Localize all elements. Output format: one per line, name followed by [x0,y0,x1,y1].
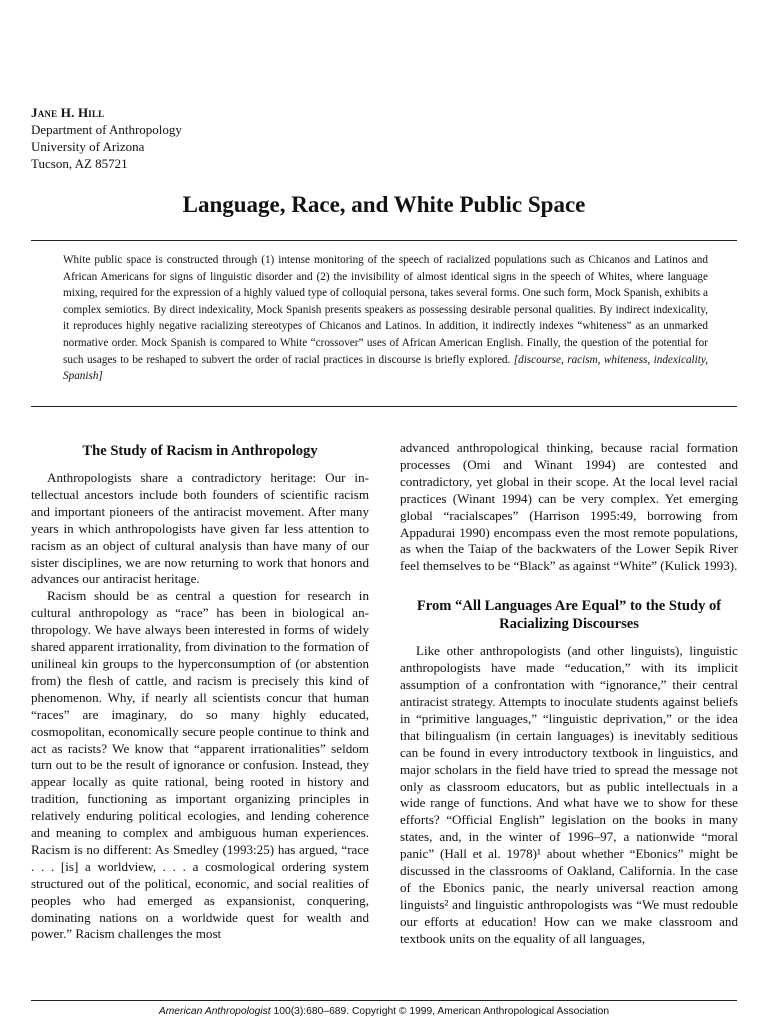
affiliation-address: Tucson, AZ 85721 [31,156,128,171]
section-heading-racism: The Study of Racism in Anthropology [82,443,318,459]
body-paragraph: Anthropologists share a contradictory heritage: Our intellectual ancestors include both founders of scientific racism and important pioneers of the antiracist movement. After many years in which anthropologists have given far less attention to racism as an object of cultural analysis than have many of our sister disciplines, we are now returning to work that honors and advances our antiracist heritage. [31,470,369,587]
author-block [31,104,182,172]
affiliation-university: University of Arizona [31,139,145,154]
abstract-bottom-rule [31,406,737,407]
footer-rule [31,1000,737,1001]
right-column [400,440,738,948]
body-paragraph: Like other anthropologists (and other linguists), linguistic anthropologists have made “education,” with its implicit assumption of a confrontation with “ignorance,” their central antiracist strategy. Attempts to inoculate students against beliefs in “primitive languages,” “linguistic deprivation,” or the idea that bilingualism (in certain languages) is inevitably seditious can be found in every introductory textbook in linguistics, and major scholars in the field have tried to spread the message not only as classroom educators, but as public intellectuals in a wide range of functions. And what have we to show for these efforts? “Official English” legislation on the books in many states, and, in the winter of 1996–97, a nationwide “moral panic” (Hall et al. 1978)¹ about whether “Ebonics” might be discussed in the classrooms of Oakland, California. In the case of the Ebonics panic, the nearly universal reaction among linguists² and linguistic anthropologists was “We must redouble our efforts at education! How can we make classroom and textbook units on the equality of all languages, [400,643,738,946]
left-column [31,440,369,943]
affiliation-department: Department of Anthropology [31,122,182,137]
abstract-top-rule [31,240,737,241]
footer-journal: American Anthropologist [158,1006,271,1017]
abstract-keywords: [discourse, racism, whiteness, indexicality, Spanish] [63,353,709,383]
section-heading-languages: From “All Languages Are Equal” to the Study of Racializing Discourses [416,598,722,633]
author-name: Jane H. Hill [31,105,105,120]
body-paragraph: Racism should be as central a question for research in cultural anthropology as “race” has been in biological anthropology. We have always been interested in forms of widely shared apparent irrationality, from divination to the formation of unilineal kin groups to the hyperconsumption of (or abstention from) the flesh of cattle, and racism is precisely this kind of phenomenon. Why, if nearly all scientists concur that human “races” are imaginary, do so many highly educated, cosmopolitan, economically secure people continue to think and act as racists? We know that “apparent irrationalities” seldom turn out to be the result of ignorance or confusion. Instead, they appear locally as quite rational, being rooted in history and tradition, functioning as important organizing principles in relatively enduring political ecologies, and lending coherence and meaning to complex and ambiguous human experiences. Racism is no different: As Smedley (1993:25) has argued, “race . . . [is] a worldview, . . . a cosmological ordering system structured out of the political, economic, and social realities of peoples who had emerged as expansionist, conquering, dominating nations on a worldwide quest for wealth and power.” Racism challenges the most [31,588,369,942]
footer-citation [0,1006,768,1017]
body-paragraph-continuation: advanced anthropological thinking, because racial formation processes (Omi and Winant 1994) are contested and contradictory, yet global in their scope. At the local level racial practices (Winant 1994) can be very complex. Yet emerging global “racialscapes” (Harrison 1995:49, borrowing from Appadurai 1990) encompass even the most remote populations, as when the Taiap of the backwaters of the Lower Sepik River feel themselves to be “Black” as against “White” (Kulick 1993). [400,440,738,574]
abstract [63,252,708,385]
article-title: Language, Race, and White Public Space [182,192,586,217]
footer-citation-text: 100(3):680–689. Copyright © 1999, American Anthropological Association [270,1006,610,1017]
abstract-text: White public space is constructed through (1) intense monitoring of the speech of racialized populations such as Chicanos and Latinos and African Americans for signs of linguistic disorder and (2) the invisibility of almost identical signs in the speech of Whites, where language mixing, required for the expression of a highly valued type of colloquial persona, takes several forms. One such form, Mock Spanish, exhibits a complex semiotics. By direct indexicality, Mock Spanish presents speakers as possessing desirable personal qualities. By indirect indexicality, it reproduces highly negative racializing stereotypes of Chicanos and Latinos. In addition, it indirectly indexes “whiteness” as an unmarked normative order. Mock Spanish is compared to White “crossover” uses of African American English. Finally, the question of the potential for such usages to be reshaped to subvert the order of racial practices in discourse is briefly explored. [63,254,708,366]
